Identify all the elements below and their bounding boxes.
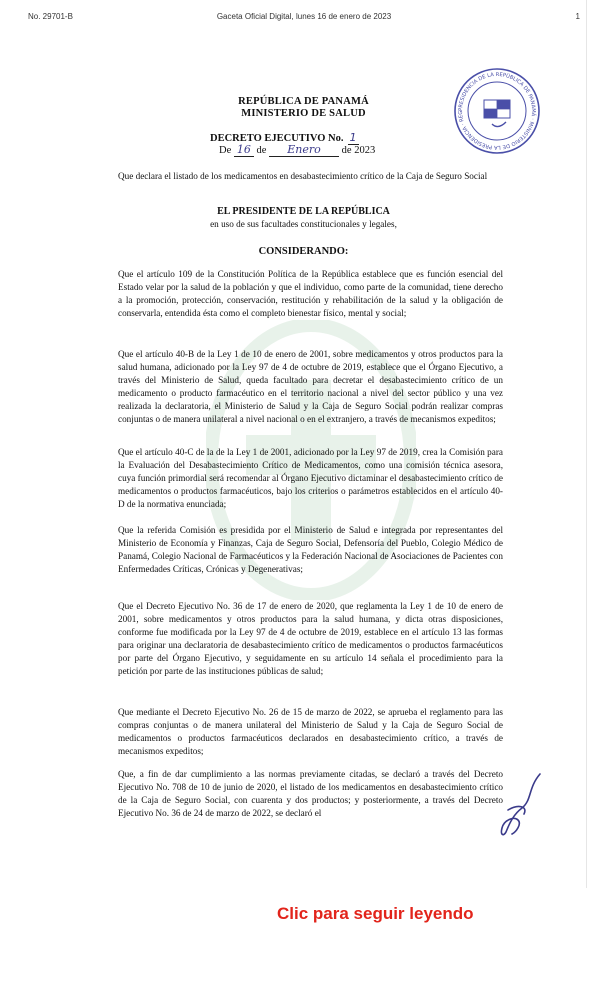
date-day: 16 bbox=[234, 143, 254, 157]
decree-number: 1 bbox=[349, 131, 357, 144]
authority-title: EL PRESIDENTE DE LA REPÚBLICA bbox=[217, 206, 390, 217]
considerando-paragraph: Que el artículo 109 de la Constitución Política de la República establece que es función esencial del Estado velar por la salud de la población y que el individuo, como parte de la comunidad, tiene derecho a la promoción, protección, conservación, restitución y rehabilitación de la salud y la obligación de conservarla, entendida ésta como el completo bienestar físico, mental y social; bbox=[118, 269, 503, 318]
authority-subtitle: en uso de sus facultades constitucionales y legales, bbox=[210, 219, 397, 229]
decree-label: DECRETO EJECUTIVO No. bbox=[210, 133, 344, 144]
date-month: Enero bbox=[269, 143, 339, 157]
considerando-paragraph: Que el artículo 40-B de la Ley 1 de 10 de enero de 2001, sobre medicamentos y otros productos para la salud humana, adicionado por la Ley 97 de 4 de octubre de 2019, establece que el Órgano Ejecutivo, a través del Ministerio de Salud, queda facultado para decretar el desabastecimiento crítico de un medicamento o producto farmacéutico en el territorio nacional a nivel del sector público y una vez realizada la declaratoria, el Ministerio de Salud y la Caja de Seguro Social podrán realizar compras conjuntas o de manera unilateral a nivel nacional o en el extranjero, a través de mecanismos expeditos; bbox=[118, 349, 503, 424]
considerando-paragraph: Que el artículo 40-C de la de la Ley 1 de 2001, adicionado por la Ley 97 de 2019, crea la Comisión para la Evaluación del Desabastecimiento Crítico de Medicamentos, como una comisión técnica asesora, cuya función primordial será recomendar al Órgano Ejecutivo dictaminar el desabastecimiento crítico de medicamentos o productos farmacéuticos, bajo los criterios o parámetros establecidos en el artículo 40-D de la normativa enunciada; bbox=[118, 447, 503, 509]
continue-reading-link[interactable]: Clic para seguir leyendo bbox=[277, 904, 474, 923]
gazette-title: Gaceta Oficial Digital, lunes 16 de enero de 2023 bbox=[216, 12, 392, 21]
decree-subject: Que declara el listado de los medicamentos en desabastecimiento crítico de la Caja de Seguro Social bbox=[118, 171, 488, 181]
considerando-paragraph: Que, a fin de dar cumplimiento a las normas previamente citadas, se declaró a través del Decreto Ejecutivo No. 708 de 10 de junio de 2020, el listado de los medicamentos en desabastecimiento crítico de la Caja de Seguro Social, con cuarenta y dos productos; y posteriormente, a través del Decreto Ejecutivo No. 36 de 24 de marzo de 2022, se declaró el bbox=[118, 769, 503, 818]
gazette-number: No. 29701-B bbox=[28, 12, 73, 21]
date-de2: de bbox=[256, 145, 267, 156]
seal-ring-text: PRESIDENCIA DE LA REPÚBLICA DE PANAMÁ · MINISTERIO DE LA PRESIDENCIA · REG bbox=[457, 71, 537, 151]
date-de: De bbox=[219, 145, 232, 156]
considerando-paragraph: Que la referida Comisión es presidida por el Ministerio de Salud e integrada por representantes del Ministerio de Economía y Finanzas, Caja de Seguro Social, Defensoría del Pueblo, Colegio Médico de Panamá, Colegio Nacional de Farmacéuticos y la Federación Nacional de Asociaciones de Pacientes con Enfermedades Críticas, Crónicas y Degenerativas; bbox=[118, 525, 503, 574]
page-number: 1 bbox=[575, 12, 580, 21]
republic-heading: REPÚBLICA DE PANAMÁ bbox=[238, 96, 369, 107]
handwritten-signature-icon bbox=[488, 770, 548, 840]
decree-date bbox=[219, 143, 375, 157]
considerando-heading: CONSIDERANDO: bbox=[258, 246, 349, 257]
considerando-paragraph: Que el Decreto Ejecutivo No. 36 de 17 de enero de 2020, que reglamenta la Ley 1 de 10 de enero de 2001, sobre medicamentos y otros productos para la salud humana, y dicta otras disposiciones, conforme fue modificada por la Ley 97 de 4 de octubre de 2019, establece en el artículo 13 las formas para originar una declaratoria de desabastecimiento crítico de medicamentos o productos farmacéuticos por parte del Órgano Ejecutivo, y seguidamente en su artículo 14 señala el procedimiento para la petición por parte de las instituciones públicas de salud; bbox=[118, 601, 503, 676]
considerando-paragraph: Que mediante el Decreto Ejecutivo No. 26 de 15 de marzo de 2022, se aprueba el reglamento para las compras conjuntas o de manera unilateral del Ministerio de Salud y la Caja de Seguro Social de medicamentos o productos farmacéuticos declarados en desabastecimiento crítico, a través de mecanismos expeditos; bbox=[118, 707, 503, 756]
date-year: de 2023 bbox=[341, 145, 376, 156]
ministry-heading: MINISTERIO DE SALUD bbox=[241, 108, 366, 119]
